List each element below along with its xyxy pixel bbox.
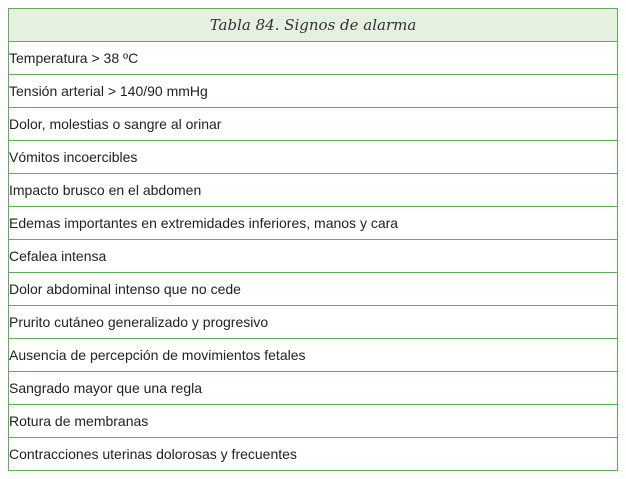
table-cell: Vómitos incoercibles [9, 141, 618, 174]
table-cell: Impacto brusco en el abdomen [9, 174, 618, 207]
table-cell: Edemas importantes en extremidades inferiores, manos y cara [9, 207, 618, 240]
table-cell: Rotura de membranas [9, 405, 618, 438]
table-cell: Cefalea intensa [9, 240, 618, 273]
table-row [9, 339, 618, 372]
table-cell: Dolor, molestias o sangre al orinar [9, 108, 618, 141]
table-caption: Tabla 84. Signos de alarma [9, 9, 618, 42]
table-row [9, 372, 618, 405]
table-row [9, 240, 618, 273]
table-cell: Dolor abdominal intenso que no cede [9, 273, 618, 306]
alarm-signs-table-container [8, 8, 618, 471]
table-row [9, 207, 618, 240]
table-row [9, 75, 618, 108]
table-caption-row [9, 9, 618, 42]
table-cell: Prurito cutáneo generalizado y progresivo [9, 306, 618, 339]
table-row [9, 141, 618, 174]
table-row [9, 273, 618, 306]
alarm-signs-table [8, 8, 618, 471]
table-cell: Temperatura > 38 ºC [9, 42, 618, 75]
table-row [9, 42, 618, 75]
table-row [9, 174, 618, 207]
table-cell: Contracciones uterinas dolorosas y frecuentes [9, 438, 618, 471]
table-row [9, 438, 618, 471]
table-row [9, 306, 618, 339]
table-cell: Ausencia de percepción de movimientos fetales [9, 339, 618, 372]
table-row [9, 405, 618, 438]
table-cell: Tensión arterial > 140/90 mmHg [9, 75, 618, 108]
table-row [9, 108, 618, 141]
table-cell: Sangrado mayor que una regla [9, 372, 618, 405]
